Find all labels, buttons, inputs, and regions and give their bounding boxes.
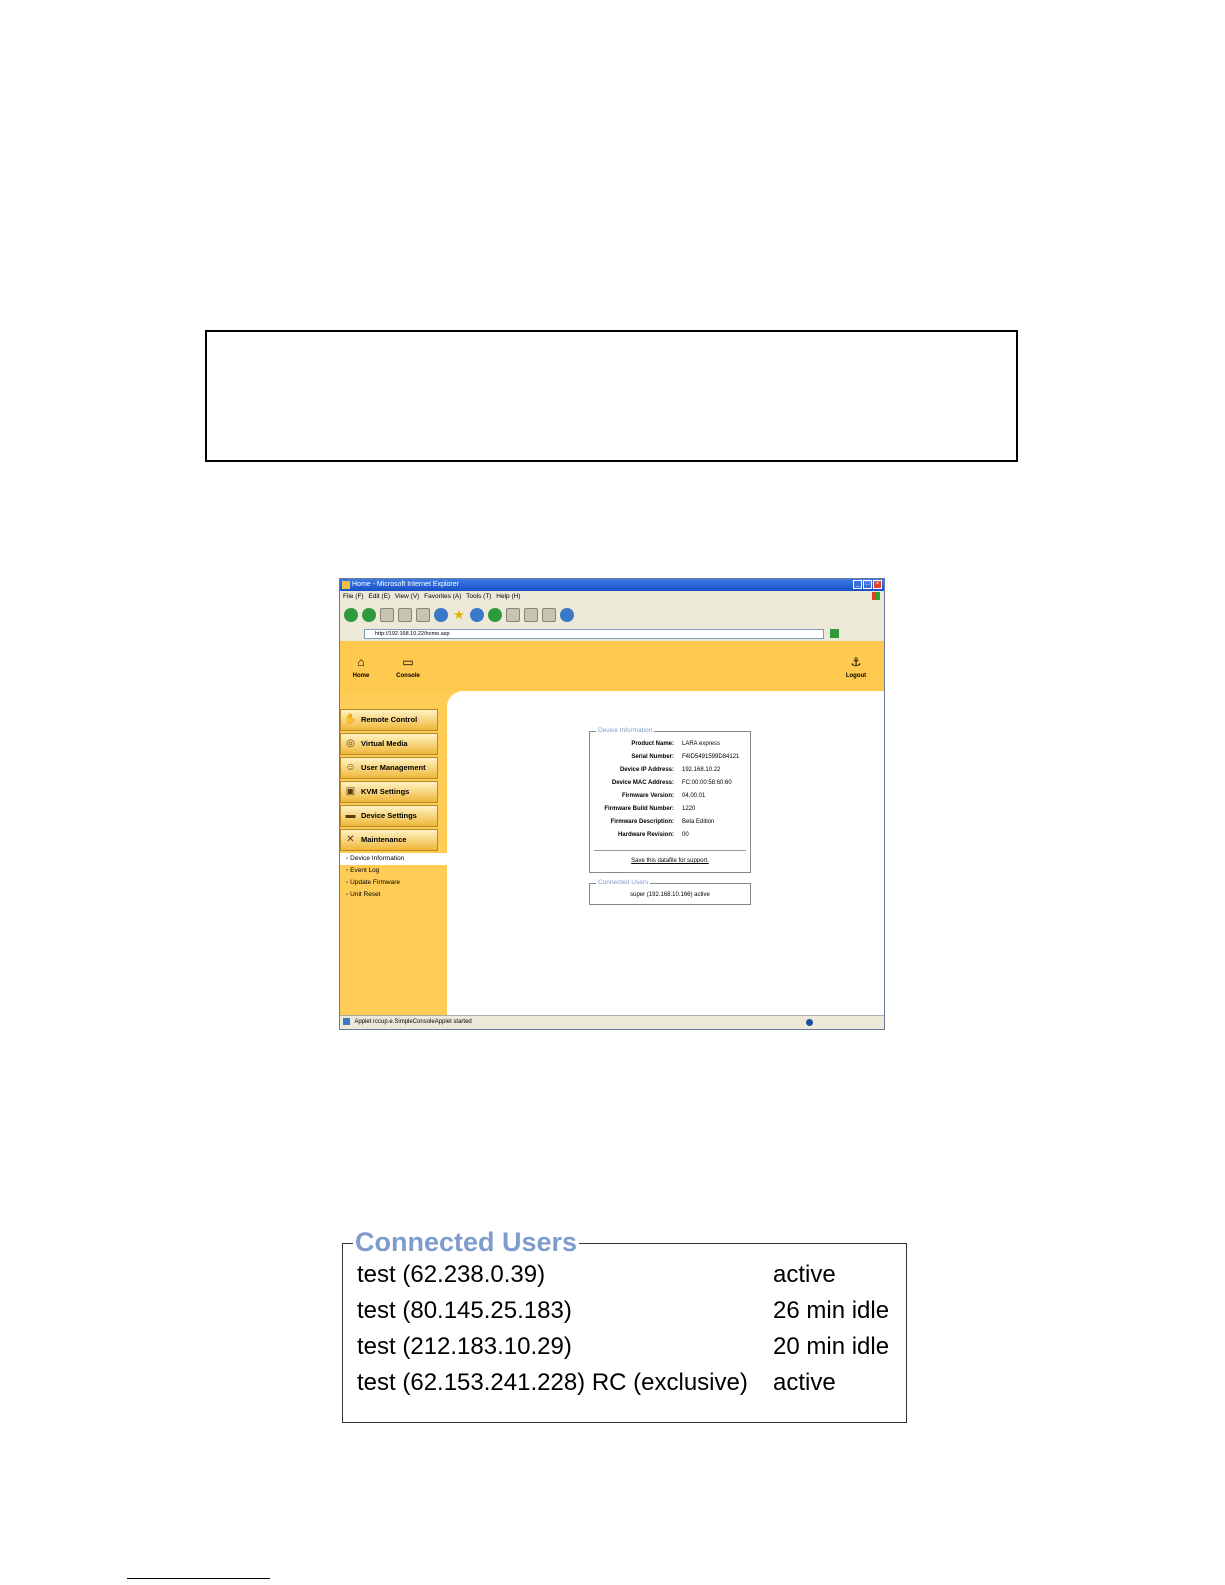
connected-users-small-legend: Connected Users: [598, 879, 649, 886]
messenger-icon[interactable]: [560, 608, 574, 622]
top-nav: [340, 641, 884, 691]
menu-bar: [340, 591, 884, 602]
connected-user-status: active: [773, 1261, 836, 1288]
info-value: FC:00:00:58:60:60: [682, 780, 732, 786]
menu-file[interactable]: File (F): [343, 593, 364, 600]
connected-user-status: 26 min idle: [773, 1297, 890, 1324]
menu-label: User Management: [361, 763, 426, 772]
menu-virtual-media[interactable]: [340, 733, 438, 755]
info-label: Hardware Revision:: [617, 832, 674, 838]
info-row: [590, 767, 750, 780]
connected-users-legend: Connected Users: [355, 1227, 578, 1257]
info-label: Firmware Description:: [610, 819, 674, 825]
support-link[interactable]: Save this datafile for support.: [631, 858, 709, 864]
submenu-event-log[interactable]: ▫ Event Log: [340, 865, 446, 877]
menu-label: Virtual Media: [361, 739, 408, 748]
menu-label: KVM Settings: [361, 787, 410, 796]
info-label: Device MAC Address:: [611, 780, 674, 786]
info-value: 00: [682, 832, 689, 838]
stop-icon[interactable]: [380, 608, 394, 622]
nav-home[interactable]: [345, 655, 377, 679]
connected-user-name: test (62.238.0.39): [357, 1261, 546, 1288]
info-label: Product Name:: [631, 741, 674, 747]
info-value: F4ID5491599D84121: [682, 754, 740, 760]
window-title: Home - Microsoft Internet Explorer: [352, 581, 459, 588]
menu-label: Maintenance: [361, 835, 407, 844]
device-info-legend: Device Information: [598, 727, 653, 734]
menu-tools[interactable]: Tools (T): [466, 593, 492, 600]
menu-view[interactable]: View (V): [394, 593, 420, 600]
page-icon: [343, 1018, 350, 1025]
menu-favorites[interactable]: Favorites (A): [424, 593, 462, 600]
maximize-icon[interactable]: □: [863, 580, 872, 589]
menu-edit[interactable]: Edit (E): [368, 593, 391, 600]
connected-user-name: test (80.145.25.183): [357, 1297, 572, 1324]
left-nav: [340, 709, 446, 901]
connected-user-name: test (62.153.241.228) RC (exclusive): [357, 1369, 748, 1396]
info-value: Beta Edition: [682, 819, 715, 825]
info-label: Firmware Build Number:: [604, 806, 674, 812]
menu-remote-control[interactable]: [340, 709, 438, 731]
info-row: [590, 819, 750, 832]
forward-icon[interactable]: [362, 608, 376, 622]
address-bar: [340, 627, 884, 641]
info-label: Serial Number:: [631, 754, 674, 760]
main-panel: [447, 691, 884, 1017]
info-row: [590, 832, 750, 845]
menu-help[interactable]: Help (H): [496, 593, 521, 600]
windows-logo-icon: [872, 592, 880, 600]
home-icon[interactable]: [416, 608, 430, 622]
info-row: [590, 793, 750, 806]
submenu-update-firmware[interactable]: ▫ Update Firmware: [340, 877, 446, 889]
info-label: Device IP Address:: [619, 767, 674, 773]
toolbar: [340, 602, 884, 627]
connected-user-status: active: [773, 1369, 836, 1396]
computer-icon: ▣: [345, 786, 356, 797]
info-value: 1220: [682, 806, 696, 812]
address-input[interactable]: http://192.168.10.22/home.asp: [364, 629, 824, 639]
nav-logout[interactable]: [840, 655, 872, 679]
nav-logout-label: Logout: [845, 673, 867, 679]
go-icon[interactable]: [830, 629, 839, 638]
menu-label: Remote Control: [361, 715, 418, 724]
back-icon[interactable]: [344, 608, 358, 622]
globe-icon: [806, 1019, 813, 1026]
info-value: 04.00.01: [682, 793, 706, 799]
info-row: [590, 806, 750, 819]
status-text: Applet rccup.e.SimpleConsoleApplet started: [354, 1019, 472, 1025]
nav-console-label: Console: [396, 673, 420, 679]
history-icon[interactable]: [488, 608, 502, 622]
info-row: [590, 754, 750, 767]
info-label: Firmware Version:: [621, 793, 674, 799]
info-row: [590, 741, 750, 754]
device-icon: ▬: [345, 810, 356, 821]
browser-window: [339, 578, 885, 1030]
refresh-icon[interactable]: [398, 608, 412, 622]
print-icon[interactable]: [524, 608, 538, 622]
web-content: [340, 641, 884, 1017]
connected-users-fieldset: [342, 1227, 907, 1423]
edit-icon[interactable]: [542, 608, 556, 622]
title-bar: [340, 579, 884, 591]
virtual-media-icon: ◎: [346, 738, 355, 749]
info-row: [590, 780, 750, 793]
menu-label: Device Settings: [361, 811, 417, 820]
connected-user-small-row: super (192.168.10.166) active: [630, 892, 710, 898]
nav-home-label: Home: [352, 673, 370, 679]
submenu-unit-reset[interactable]: ▫ Unit Reset: [340, 889, 446, 901]
note-box: [205, 330, 1018, 462]
menu-maintenance[interactable]: [340, 829, 438, 851]
divider: [594, 850, 746, 851]
info-value: 192.168.10.22: [682, 767, 721, 773]
mail-icon[interactable]: [506, 608, 520, 622]
house-icon: ⌂: [357, 655, 365, 669]
status-bar: [340, 1015, 884, 1029]
users-icon: ☺: [345, 762, 356, 773]
nav-console[interactable]: [392, 655, 424, 679]
anchor-icon: ⚓: [850, 655, 862, 669]
tools-icon: ✕: [346, 834, 355, 845]
favorites-icon[interactable]: ★: [453, 606, 465, 622]
menu-device-settings[interactable]: [340, 805, 438, 827]
ie-icon: [342, 581, 350, 589]
info-value: LARA express: [682, 741, 721, 747]
submenu-device-information[interactable]: ▫ Device Information: [340, 853, 447, 865]
connected-user-name: test (212.183.10.29): [357, 1333, 572, 1360]
footnote-rule: [127, 1578, 270, 1579]
minimize-icon[interactable]: _: [853, 580, 862, 589]
search-icon[interactable]: [434, 608, 448, 622]
menu-kvm-settings[interactable]: [340, 781, 438, 803]
connected-users-small-fieldset: [589, 879, 751, 905]
media-icon[interactable]: [470, 608, 484, 622]
connected-user-status: 20 min idle: [773, 1333, 890, 1360]
menu-user-management[interactable]: [340, 757, 438, 779]
monitor-icon: ▭: [402, 655, 414, 669]
device-info-fieldset: [589, 727, 751, 873]
remote-control-icon: ✋: [344, 714, 357, 725]
close-icon[interactable]: ×: [873, 580, 882, 589]
